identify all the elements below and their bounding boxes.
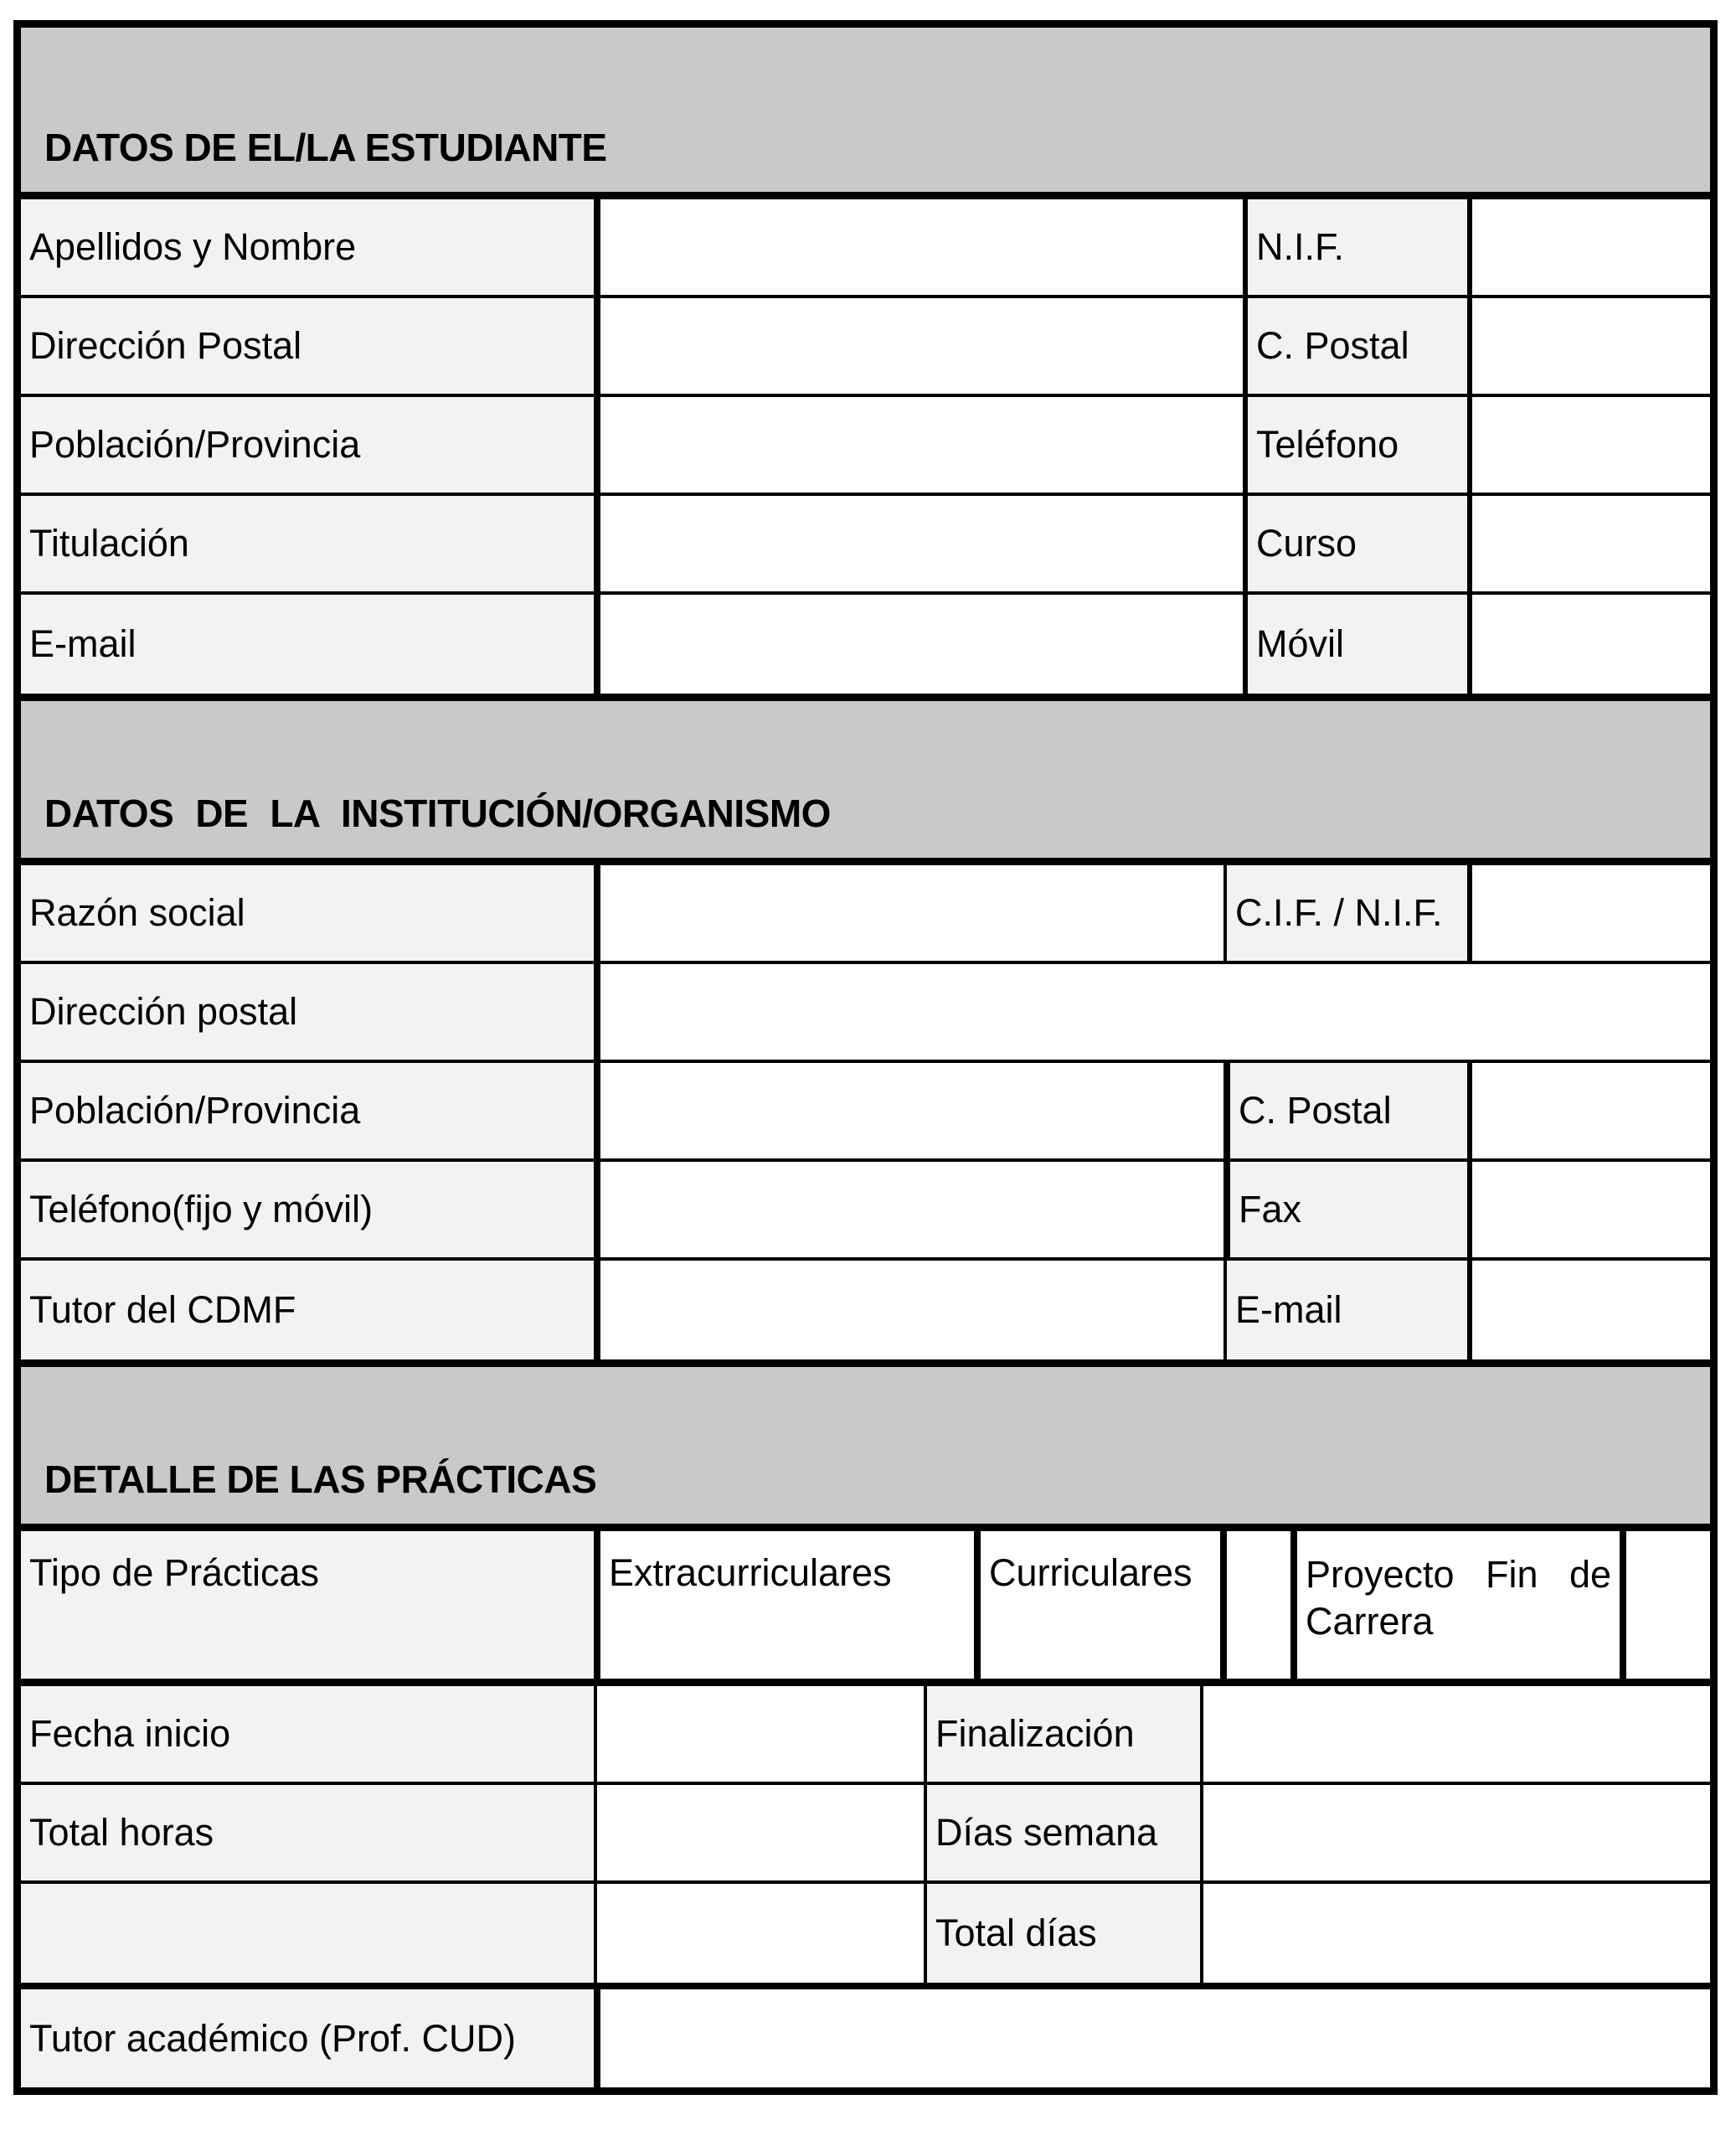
label-razon-social: Razón social <box>21 865 594 964</box>
section-header-student <box>21 28 1710 199</box>
label-cpostal-est: C. Postal <box>1243 298 1467 397</box>
dias-semana-value-cell[interactable] <box>1200 1785 1710 1884</box>
empty-left-label-cell <box>21 1884 594 1983</box>
label-finalizacion: Finalización <box>924 1686 1200 1785</box>
label-tutor-academico: Tutor académico (Prof. CUD) <box>21 1989 594 2087</box>
form-table <box>13 20 1718 2095</box>
finalizacion-value-cell[interactable] <box>1200 1686 1710 1785</box>
label-apellidos: Apellidos y Nombre <box>21 199 594 298</box>
fax-value-cell[interactable] <box>1467 1162 1710 1261</box>
section-header-practices <box>21 1359 1710 1531</box>
label-curso: Curso <box>1243 496 1467 595</box>
apellidos-value-cell[interactable] <box>594 199 1243 298</box>
email-inst-value-cell[interactable] <box>1467 1261 1710 1359</box>
label-telefono-inst: Teléfono(fijo y móvil) <box>21 1162 594 1261</box>
label-cpostal-inst: C. Postal <box>1223 1063 1467 1162</box>
total-horas-value-cell[interactable] <box>594 1785 924 1884</box>
direccion-postal-inst-value-cell[interactable] <box>594 964 1710 1063</box>
label-cif: C.I.F. / N.I.F. <box>1223 865 1467 964</box>
label-poblacion-inst: Población/Provincia <box>21 1063 594 1162</box>
option-extracurriculares: Extracurriculares <box>594 1531 974 1679</box>
institution-data-grid <box>21 865 1710 1359</box>
practice-detail-grid <box>21 1686 1710 1983</box>
poblacion-inst-value-cell[interactable] <box>594 1063 1223 1162</box>
curriculares-checkbox-cell[interactable] <box>1220 1531 1290 1679</box>
label-tipo-practicas: Tipo de Prácticas <box>21 1531 594 1679</box>
label-email-inst: E-mail <box>1223 1261 1467 1359</box>
tutor-academico-value-cell[interactable] <box>594 1989 1710 2087</box>
curso-value-cell[interactable] <box>1467 496 1710 595</box>
label-direccion-postal-est: Dirección Postal <box>21 298 594 397</box>
movil-value-cell[interactable] <box>1467 595 1710 694</box>
label-email-est: E-mail <box>21 595 594 694</box>
student-data-grid <box>21 199 1710 694</box>
nif-value-cell[interactable] <box>1467 199 1710 298</box>
label-poblacion-est: Población/Provincia <box>21 397 594 496</box>
label-tutor-cdmf: Tutor del CDMF <box>21 1261 594 1359</box>
section-header-institution <box>21 694 1710 865</box>
tutor-cdmf-value-cell[interactable] <box>594 1261 1223 1359</box>
proyecto-checkbox-cell[interactable] <box>1620 1531 1710 1679</box>
label-fecha-inicio: Fecha inicio <box>21 1686 594 1785</box>
cpostal-est-value-cell[interactable] <box>1467 298 1710 397</box>
option-curriculares: Curriculares <box>974 1531 1220 1679</box>
label-movil: Móvil <box>1243 595 1467 694</box>
razon-social-value-cell[interactable] <box>594 865 1223 964</box>
total-dias-value-cell[interactable] <box>1200 1884 1710 1983</box>
direccion-postal-est-value-cell[interactable] <box>594 298 1243 397</box>
titulacion-value-cell[interactable] <box>594 496 1243 595</box>
section-title: DETALLE DE LAS PRÁCTICAS <box>44 1457 597 1501</box>
label-direccion-postal-inst: Dirección postal <box>21 964 594 1063</box>
label-titulacion: Titulación <box>21 496 594 595</box>
label-dias-semana: Días semana <box>924 1785 1200 1884</box>
option-proyecto-fin-carrera <box>1290 1531 1620 1679</box>
poblacion-est-value-cell[interactable] <box>594 397 1243 496</box>
label-fax: Fax <box>1223 1162 1467 1261</box>
label-nif: N.I.F. <box>1243 199 1467 298</box>
telefono-est-value-cell[interactable] <box>1467 397 1710 496</box>
total-dias-left-value-cell[interactable] <box>594 1884 924 1983</box>
tutor-academico-row <box>21 1983 1710 2087</box>
fecha-inicio-value-cell[interactable] <box>594 1686 924 1785</box>
label-total-dias: Total días <box>924 1884 1200 1983</box>
section-title: DATOS DE LA INSTITUCIÓN/ORGANISMO <box>44 792 831 835</box>
practice-type-row <box>21 1531 1710 1686</box>
cpostal-inst-value-cell[interactable] <box>1467 1063 1710 1162</box>
label-telefono-est: Teléfono <box>1243 397 1467 496</box>
cif-value-cell[interactable] <box>1467 865 1710 964</box>
label-total-horas: Total horas <box>21 1785 594 1884</box>
telefono-inst-value-cell[interactable] <box>594 1162 1223 1261</box>
email-est-value-cell[interactable] <box>594 595 1243 694</box>
option-proyecto-text: Proyecto Fin de Carrera <box>1306 1553 1611 1643</box>
section-title: DATOS DE EL/LA ESTUDIANTE <box>44 126 607 169</box>
